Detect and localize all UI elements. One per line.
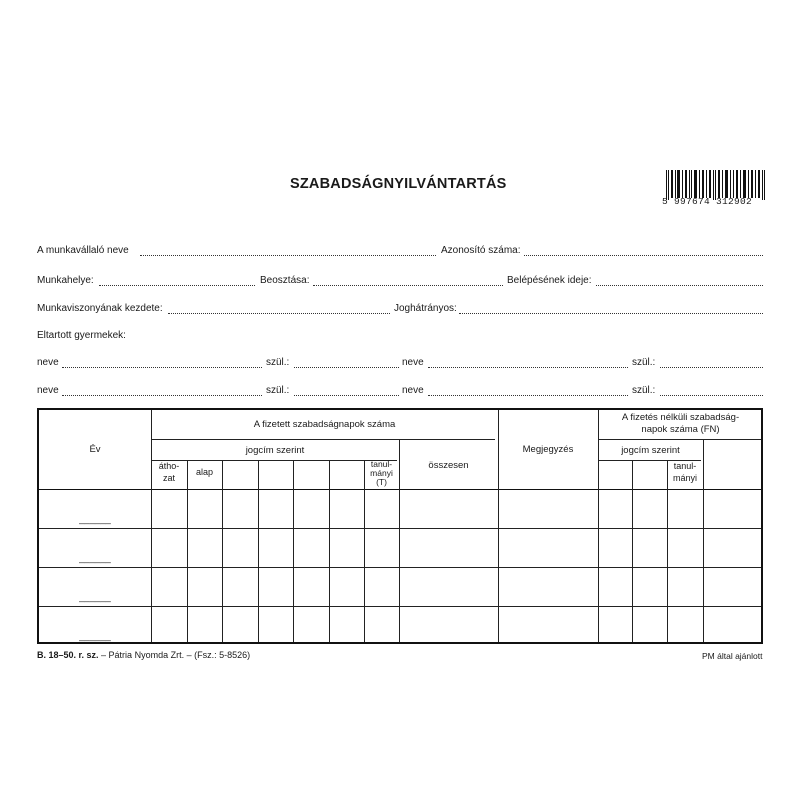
paid-days-header: A fizetett szabadságnapok száma bbox=[253, 419, 396, 430]
child-name-label: neve bbox=[37, 357, 59, 368]
row-divider bbox=[39, 528, 761, 529]
employee-name-line[interactable] bbox=[140, 255, 436, 256]
leave-table bbox=[37, 408, 763, 644]
athozat-header-line1: átho- bbox=[158, 461, 180, 471]
osszesen-header: összesen bbox=[428, 460, 469, 471]
year-header: Év bbox=[89, 444, 101, 455]
child-birth-line[interactable] bbox=[294, 367, 399, 368]
year-blank[interactable]: ______ bbox=[79, 592, 111, 603]
col-divider bbox=[293, 460, 294, 642]
publisher-text: – Pátria Nyomda Zrt. – (Fsz.: 5-8526) bbox=[98, 650, 251, 660]
tanulmanyi-header-line2: mányi bbox=[370, 468, 393, 478]
child-name-line[interactable] bbox=[428, 395, 628, 396]
dependents-label: Eltartott gyermekek: bbox=[37, 330, 126, 341]
id-number-line[interactable] bbox=[524, 255, 763, 256]
employment-start-line[interactable] bbox=[168, 313, 390, 314]
position-label: Beosztása: bbox=[260, 275, 310, 286]
form-footer-left bbox=[37, 650, 250, 660]
col-divider bbox=[329, 460, 330, 642]
child-birth-label: szül.: bbox=[266, 385, 290, 396]
barcode-number: 5 997674 312902 bbox=[662, 196, 753, 207]
workplace-line[interactable] bbox=[99, 285, 255, 286]
entry-date-label: Belépésének ideje: bbox=[507, 275, 592, 286]
tanulmanyi-header-line3: (T) bbox=[376, 477, 387, 487]
child-name-line[interactable] bbox=[62, 395, 262, 396]
tanulmanyi-header-line1: tanul- bbox=[370, 459, 393, 469]
workplace-label: Munkahelye: bbox=[37, 275, 94, 286]
form-title: SZABADSÁGNYILVÁNTARTÁS bbox=[290, 176, 507, 192]
child-birth-line[interactable] bbox=[660, 367, 763, 368]
id-number-label: Azonosító száma: bbox=[441, 245, 521, 256]
unpaid-header-divider bbox=[598, 439, 761, 440]
entitled-line[interactable] bbox=[459, 313, 763, 314]
unpaid-tanulmanyi-line1: tanul- bbox=[673, 461, 697, 471]
employee-name-label: A munkavállaló neve bbox=[37, 245, 129, 256]
athozat-header-line2: zat bbox=[162, 473, 175, 483]
year-blank[interactable]: ______ bbox=[79, 631, 111, 642]
col-divider bbox=[258, 460, 259, 642]
child-birth-label: szül.: bbox=[632, 385, 656, 396]
col-divider bbox=[667, 460, 668, 642]
header-bottom-rule bbox=[39, 489, 761, 490]
col-divider bbox=[703, 439, 704, 642]
year-blank[interactable]: ______ bbox=[79, 514, 111, 525]
form-code: B. 18–50. r. sz. bbox=[37, 650, 99, 660]
child-birth-line[interactable] bbox=[294, 395, 399, 396]
unpaid-tanulmanyi-line2: mányi bbox=[672, 473, 697, 483]
child-name-label: neve bbox=[37, 385, 59, 396]
alap-header: alap bbox=[195, 467, 213, 477]
paid-header-divider bbox=[151, 439, 495, 440]
row-divider bbox=[39, 567, 761, 568]
megjegyzes-header: Megjegyzés bbox=[522, 444, 574, 455]
entitled-label: Joghátrányos: bbox=[394, 303, 457, 314]
jogcim-header: jogcím szerint bbox=[245, 445, 305, 456]
row-divider bbox=[39, 606, 761, 607]
col-divider bbox=[222, 460, 223, 642]
child-name-line[interactable] bbox=[62, 367, 262, 368]
recommended-text: PM által ajánlott bbox=[702, 651, 763, 661]
unpaid-days-header-line2: napok száma (FN) bbox=[641, 424, 720, 435]
position-line[interactable] bbox=[313, 285, 503, 286]
year-blank[interactable]: ______ bbox=[79, 553, 111, 564]
unpaid-days-header-line1: A fizetés nélküli szabadság- bbox=[621, 412, 740, 423]
jogcim-unpaid-header: jogcím szerint bbox=[621, 445, 680, 456]
child-birth-label: szül.: bbox=[266, 357, 290, 368]
child-birth-label: szül.: bbox=[632, 357, 656, 368]
child-birth-line[interactable] bbox=[660, 395, 763, 396]
col-divider bbox=[187, 460, 188, 642]
employment-start-label: Munkaviszonyának kezdete: bbox=[37, 303, 163, 314]
entry-date-line[interactable] bbox=[596, 285, 763, 286]
child-name-line[interactable] bbox=[428, 367, 628, 368]
col-divider bbox=[632, 460, 633, 642]
child-name-label: neve bbox=[402, 357, 424, 368]
child-name-label: neve bbox=[402, 385, 424, 396]
